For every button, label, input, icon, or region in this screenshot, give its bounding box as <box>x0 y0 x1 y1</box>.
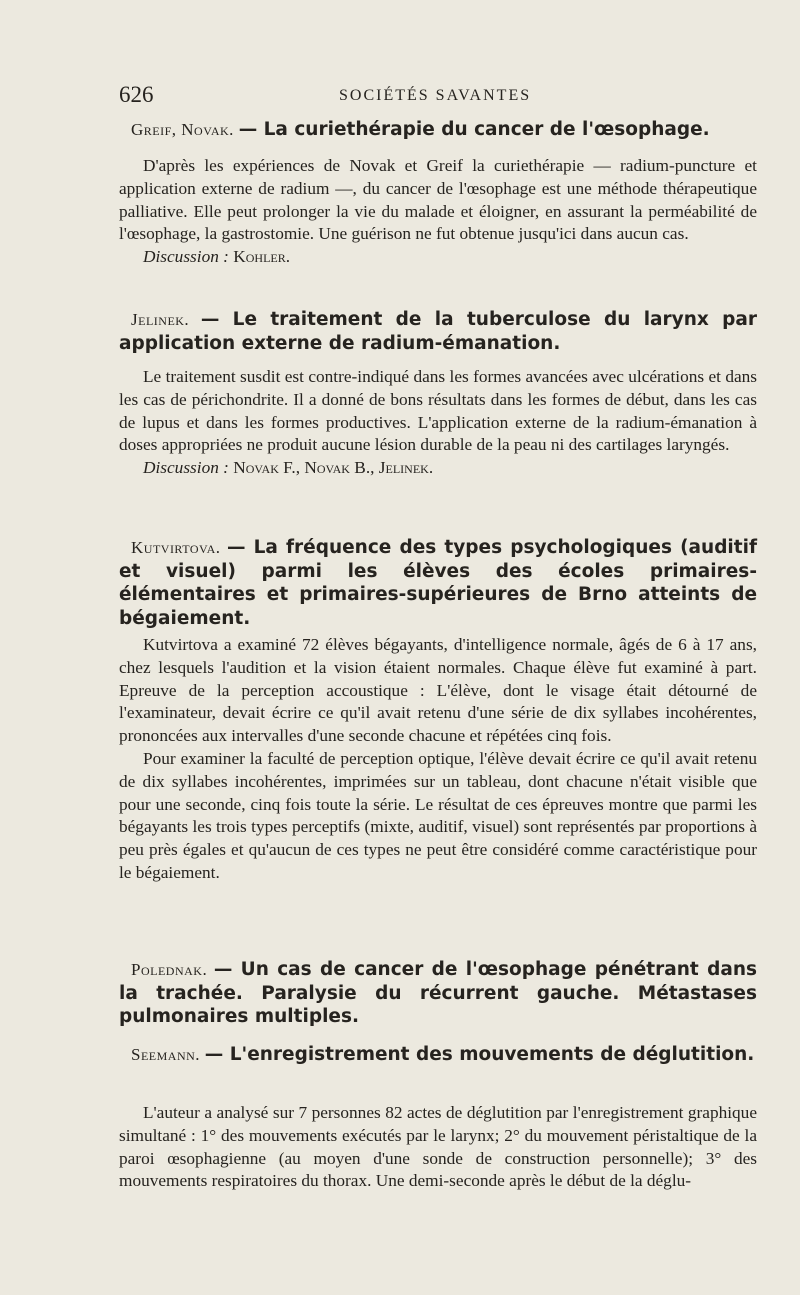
article-seemann-body <box>119 1102 757 1193</box>
article-authors: Polednak. <box>131 960 208 979</box>
article-kutvirtova <box>119 536 757 630</box>
discussion-names: Novak F., Novak B., Jelinek. <box>233 458 434 478</box>
discussion-names: Kohler. <box>233 247 291 267</box>
discussion-line <box>119 457 757 480</box>
article-heading <box>119 536 757 630</box>
article-heading <box>119 1043 757 1067</box>
article-authors: Kutvirtova. <box>131 538 221 557</box>
article-authors: Greif, Novak. <box>131 120 234 139</box>
article-paragraph: D'après les expériences de Novak et Greif la curiethérapie — radium-puncture et application externe de radium —, du cancer de l'œsophage est une méthode thérapeutique palliative. Elle peut prolonger la vie du malade et éloigner, en assurant la perméabilité de l'œsophage, la gastrostomie. Une guérison ne fut obtenue jusqu'ici dans aucun cas. <box>119 156 757 244</box>
article-kutvirtova-body <box>119 634 757 885</box>
article-authors: Jelinek. <box>131 310 190 329</box>
article-paragraph: Le traitement susdit est contre-indiqué dans les formes avancées avec ulcérations et dans les cas de périchondrite. Il a donné de bons résultats dans les formes de début, dans les cas de lupus et dans les formes productives. L'application externe de la radium-émanation à doses appropriées ne produit aucune lésion durable de la peau ni des cartilages laryngés. <box>119 367 757 455</box>
discussion-label: Discussion : <box>143 458 229 478</box>
article-heading <box>119 958 757 1029</box>
running-head <box>119 82 759 112</box>
article-heading <box>119 308 757 355</box>
article-paragraph: L'auteur a analysé sur 7 personnes 82 actes de déglutition par l'enregistrement graphique simultané : 1° des mouvements exécutés par le larynx; 2° du mouvement péristaltique de la paroi œsophagienne (au moyen d'une sonde de construction personnelle); 3° des mouvements respiratoires du thorax. Une demi-seconde après le début de la déglu- <box>119 1103 757 1191</box>
article-title: — Un cas de cancer de l'œsophage pénétrant dans la trachée. Paralysie du récurrent gauche. Métastases pulmonaires multiples. <box>119 959 757 1027</box>
article-paragraph: Kutvirtova a examiné 72 élèves bégayants, d'intelligence normale, âgés de 6 à 17 ans, chez lesquels l'audition et la vision étaient normales. Chaque élève fut examiné à part. Epreuve de la perception accoustique : L'élève, dont le visage était détourné de l'examinateur, devait écrire ce qu'il avait retenu d'une série de dix syllabes incohérentes, prononcées aux intervalles d'une seconde chacune et répétées cinq fois. <box>119 635 757 746</box>
article-seemann <box>119 1043 757 1067</box>
article-paragraph: Pour examiner la faculté de perception optique, l'élève devait écrire ce qu'il avait retenu de dix syllabes incohérentes, imprimées sur un tableau, dont chacune n'était visible que pour une seconde, cinq fois toute la série. Le résultat de ces épreuves montre que parmi les bégayants les trois types perceptifs (mixte, auditif, visuel) sont représentés par proportions à peu près égales et qu'aucun de ces types ne peut être considéré comme caractéristique pour le bégaiement. <box>119 748 757 882</box>
article-jelinek-body <box>119 366 757 480</box>
article-title: — Le traitement de la tuberculose du larynx par application externe de radium-émanation. <box>119 309 757 354</box>
page-number: 626 <box>119 82 154 107</box>
article-title: — La curiethérapie du cancer de l'œsophage. <box>238 119 710 140</box>
running-head-title: SOCIÉTÉS SAVANTES <box>339 87 532 104</box>
article-greif-novak <box>119 118 757 142</box>
article-heading <box>119 118 757 142</box>
article-jelinek <box>119 308 757 355</box>
discussion-line <box>119 246 757 269</box>
discussion-label: Discussion : <box>143 247 229 267</box>
article-authors: Seemann. <box>131 1045 201 1064</box>
article-polednak <box>119 958 757 1029</box>
article-greif-novak-body <box>119 155 757 269</box>
article-title: — L'enregistrement des mouvements de déglutition. <box>204 1044 755 1065</box>
article-title: — La fréquence des types psychologiques (auditif et visuel) parmi les élèves des écoles primaires-élémentaires et primaires-supérieures de Brno atteints de bégaiement. <box>119 537 758 629</box>
